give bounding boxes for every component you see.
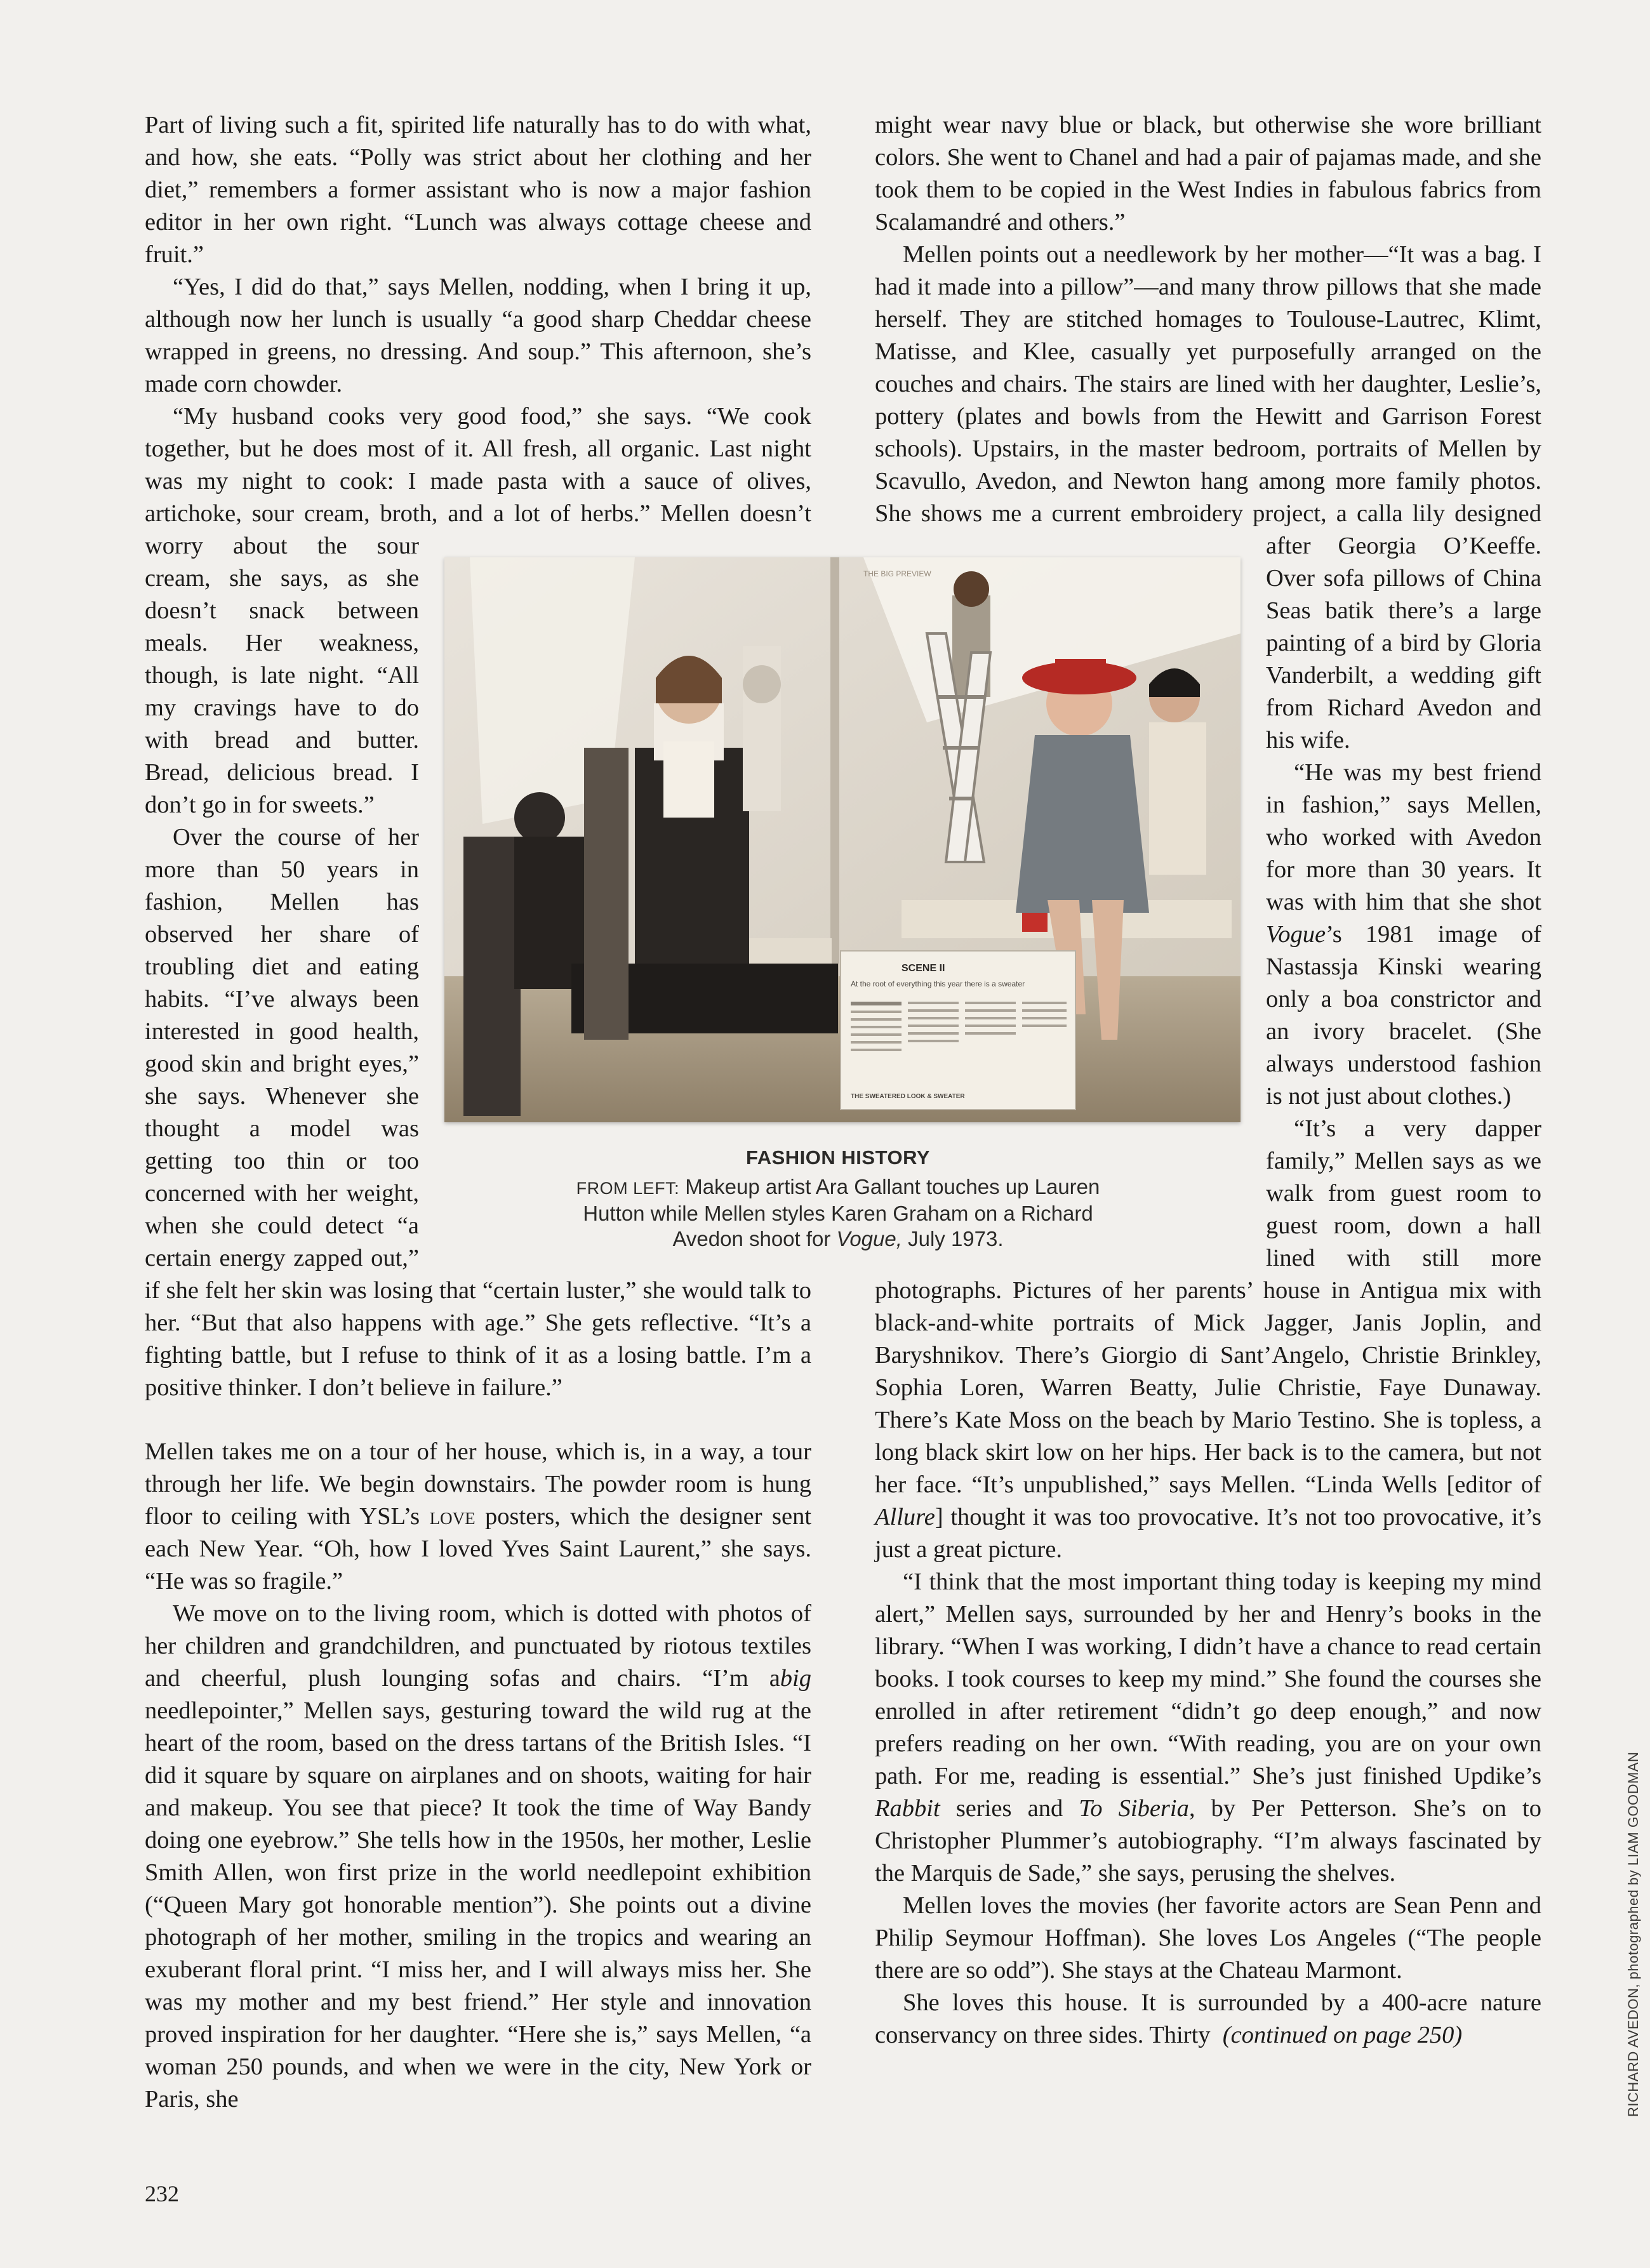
- page-number: 232: [145, 2181, 179, 2206]
- paragraph: might wear navy blue or black, but otherwise she wore brilliant colors. She went to Chanel and had a pair of pajamas made, and she took them to be copied in the West Indies in fabulous fabrics from Scalamandré and others.”: [875, 112, 1541, 235]
- caption-text: FROM LEFT: Makeup artist Ara Gallant touches up Lauren Hutton while Mellen styles Karen Graham on a Richard Avedon shoot for Vogue, July 1973.: [576, 1175, 1100, 1250]
- paragraph: Mellen points out a needlework by her mother—“It was a bag. I had it made into a pillow”—and many throw pillows that she made herself. They are stitched homages to Toulouse-Lautrec, Klimt, Matisse, and Klee, casually yet purposefully arranged on the couches and chairs. The stairs are lined with her daughter, Leslie’s, pottery (plates and bowls from the Hewitt and Garrison Forest schools). Upstairs, in the master bedroom, portraits of Mellen by Scavullo, Avedon, and Newton hang among more family photos. She shows me a current embroidery project, a calla lily designed after Georgia O’Keeffe. Over sofa pillows of China Seas batik there’s a large painting of a bird by Gloria Vanderbilt, a wedding gift from Richard Avedon and his wife.: [875, 241, 1541, 753]
- paragraph: “My husband cooks very good food,” she says. “We cook together, but he does most of it. All fresh, all organic. Last night was my night to cook: I made pasta with a sauce of olives, artichoke, sour cream, broth, and a lot of herbs.” Mellen doesn’t worry about the sour cream, she says, as she doesn’t snack between meals. Her weakness, though, is late night. “All my cravings have to do with bread and butter. Bread, delicious bread. I don’t go in for sweets.”: [145, 403, 811, 818]
- vogue-spread-photo: [444, 557, 1241, 1122]
- paragraph: “It’s a very dapper family,” Mellen says as we walk from guest room to guest room, down a hall lined with still more photographs. Pictures of her parents’ house in Antigua mix with black-and-white portraits of Mick Jagger, Janis Joplin, and Baryshnikov. There’s Giorgio di Sant’Angelo, Christie Brinkley, Sophia Loren, Warren Beatty, Julie Christie, Faye Dunaway. There’s Kate Moss on the beach by Mario Testino. She is topless, a long black skirt low on her hips. Her back is to the camera, but not her face. “It’s unpublished,” says Mellen. “Linda Wells [editor of Allure] thought it was too provocative. It’s not too provocative, it’s just a great picture.: [875, 1115, 1541, 1563]
- spread-header: THE BIG PREVIEW: [863, 569, 931, 578]
- photo-caption: [571, 1146, 1105, 1252]
- spread-footer: THE SWEATERED LOOK & SWEATER: [851, 1093, 965, 1100]
- caption-title: FASHION HISTORY: [746, 1146, 930, 1169]
- photo-illustration: [444, 557, 1241, 1122]
- photo-credit: RICHARD AVEDON, photographed by LIAM GOODMAN: [1625, 1751, 1641, 2117]
- paragraph: Mellen loves the movies (her favorite actors are Sean Penn and Philip Seymour Hoffman). She loves Los Angeles (“The people there are so odd”). She stays at the Chateau Marmont.: [875, 1892, 1541, 1984]
- paragraph: “I think that the most important thing today is keeping my mind alert,” Mellen says, surrounded by her and Henry’s books in the library. “When I was working, I didn’t have a chance to read certain books. I took courses to keep my mind.” She found the courses she enrolled in after retirement “didn’t go deep enough,” and now prefers reading on her own. “With reading, you are on your own path. For me, reading is essential.” She’s just finished Updike’s Rabbit series and To Siberia, by Per Petterson. She’s on to Christopher Plummer’s autobiography. “I’m always fascinated by the Marquis de Sade,” she says, perusing the shelves.: [875, 1568, 1542, 1887]
- paragraph: “He was my best friend in fashion,” says Mellen, who worked with Avedon for more than 30 years. It was with him that she shot Vogue’s 1981 image of Nastassja Kinski wearing only a boa constrictor and an ivory bracelet. (She always understood fashion is not just about clothes.): [1266, 759, 1541, 1110]
- paragraph: She loves this house. It is surrounded by a 400-acre nature conservancy on three sides. Thirty (continued on page 250): [875, 1989, 1541, 2048]
- paragraph: Over the course of her more than 50 years in fashion, Mellen has observed her share of troubling diet and eating habits. “I’ve always been interested in good health, good skin and bright eyes,” she says. Whenever she thought a model was getting too thin or too concerned with her weight, when she could detect “a certain energy zapped out,” if she felt her skin was losing that “certain luster,” she would talk to her. “But that also happens with age.” She gets reflective. “It’s a fighting battle, but I refuse to think of it as a losing battle. I’m a positive thinker. I don’t believe in failure.”: [145, 824, 811, 1401]
- spread-subhead: At the root of everything this year there is a sweater: [851, 979, 1025, 988]
- paragraph: “Yes, I did do that,” says Mellen, nodding, when I bring it up, although now her lunch is usually “a good sharp Cheddar cheese wrapped in greens, no dressing. And soup.” This afternoon, she’s made corn chowder.: [145, 274, 811, 397]
- continued-note: (continued on page 250): [1222, 2022, 1463, 2048]
- paragraph: We move on to the living room, which is dotted with photos of her children and grandchildren, and punctuated by riotous textiles and cheerful, plush lounging sofas and chairs. “I’m abig needlepointer,” Mellen says, gesturing toward the wild rug at the heart of the room, based on the dress tartans of the British Isles. “I did it square by square on airplanes and on shoots, waiting for hair and makeup. You see that piece? It took the time of Way Bandy doing one eyebrow.” She tells how in the 1950s, her mother, Leslie Smith Allen, won first prize in the world needlepoint exhibition (“Queen Mary got honorable mention”). She points out a divine photograph of her mother, smiling in the tropics and wearing an exuberant floral print. “I miss her, and I will always miss her. She was my mother and my best friend.” Her style and innovation proved inspiration for her daughter. “Here she is,” says Mellen, “a woman 250 pounds, and when we were in the city, New York or Paris, she: [145, 1600, 811, 2112]
- paragraph: Mellen takes me on a tour of her house, which is, in a way, a tour through her life. We begin downstairs. The powder room is hung floor to ceiling with YSL’s love posters, which the designer sent each New Year. “Oh, how I loved Yves Saint Laurent,” she says. “He was so fragile.”: [145, 1438, 812, 1595]
- spread-scene: SCENE II: [902, 963, 945, 974]
- paragraph: Part of living such a fit, spirited life naturally has to do with what, and how, she eats. “Polly was strict about her clothing and her diet,” remembers a former assistant who is now a major fashion editor in her own right. “Lunch was always cottage cheese and fruit.”: [145, 112, 811, 268]
